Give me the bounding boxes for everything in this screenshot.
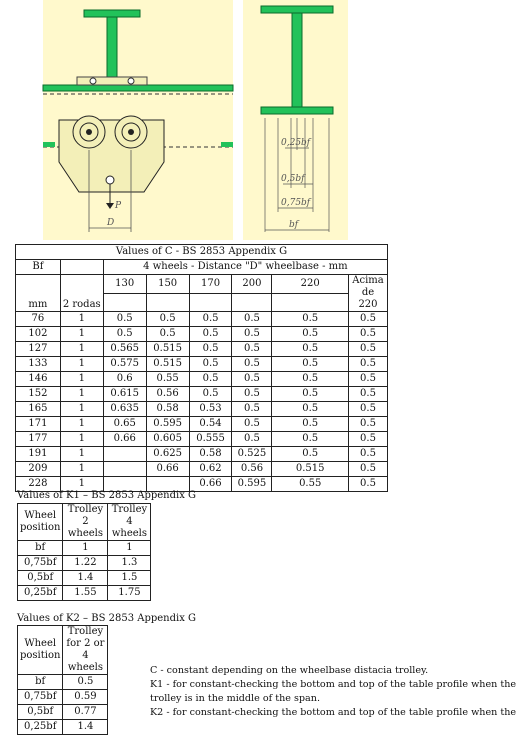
- table-cell: 0.5: [272, 357, 349, 372]
- table-cell: 0.6: [103, 372, 146, 387]
- table-cell: 0.5: [232, 402, 272, 417]
- table-cell: 0.635: [103, 402, 146, 417]
- table-cell: 0.5: [272, 432, 349, 447]
- table-cell: 1: [60, 357, 103, 372]
- table-cell: 0.5: [348, 387, 387, 402]
- note-line: C - constant depending on the wheelbase distacia trolley.: [150, 665, 429, 676]
- table-cell: 0.5: [272, 447, 349, 462]
- table-cell: 0.5: [348, 462, 387, 477]
- table-cell: 0.5: [232, 387, 272, 402]
- table-cell: 0.65: [103, 417, 146, 432]
- table-cell: 0.515: [272, 462, 349, 477]
- load-label: P: [115, 201, 122, 211]
- table-row: [16, 342, 388, 357]
- table-cell: 191: [16, 447, 61, 462]
- table-cell: 0,75bf: [18, 690, 63, 705]
- table-cell: 0.595: [146, 417, 189, 432]
- three-quarter-bf-label: 0,75bf: [281, 198, 311, 208]
- table-cell: 209: [16, 462, 61, 477]
- table-cell: 0.5: [232, 312, 272, 327]
- table-cell: 152: [16, 387, 61, 402]
- table-cell: 0.5: [189, 342, 232, 357]
- table-row: [16, 372, 388, 387]
- table-cell: 0.5: [103, 327, 146, 342]
- table-cell: 0,25bf: [18, 586, 63, 601]
- k1-title: Values of K1 – BS 2853 Appendix G: [17, 490, 197, 501]
- table-cell: 0,5bf: [18, 705, 63, 720]
- distance-header: 220: [272, 275, 349, 294]
- k1-values-table: [17, 503, 151, 601]
- bf-label: bf: [289, 220, 299, 230]
- table-cell: 0.5: [272, 387, 349, 402]
- table-cell: 0.66: [103, 432, 146, 447]
- table-row: [16, 402, 388, 417]
- quarter-bf-label: 0,25bf: [281, 138, 311, 148]
- table-cell: 0.615: [103, 387, 146, 402]
- table-cell: 102: [16, 327, 61, 342]
- table-cell: 0.56: [232, 462, 272, 477]
- table-cell: 1.5: [108, 571, 151, 586]
- table-cell: 0.5: [272, 372, 349, 387]
- table-cell: 1: [60, 342, 103, 357]
- table-cell: 0.5: [189, 312, 232, 327]
- table-cell: 0.5: [146, 327, 189, 342]
- table-cell: 1: [60, 402, 103, 417]
- c-table-title: Values of C - BS 2853 Appendix G: [16, 245, 388, 260]
- k1-header: Trolley 4 wheels: [108, 504, 151, 541]
- table-cell: 0.5: [232, 372, 272, 387]
- table-cell: 0.555: [189, 432, 232, 447]
- table-cell: 228: [16, 477, 61, 492]
- table-cell: 0,5bf: [18, 571, 63, 586]
- table-row: [18, 571, 151, 586]
- table-cell: 1.4: [63, 571, 108, 586]
- distance-header: 130: [103, 275, 146, 294]
- table-cell: 1: [60, 477, 103, 492]
- table-row: [16, 432, 388, 447]
- table-cell: 0.515: [146, 342, 189, 357]
- bf-header: Bf: [16, 260, 61, 275]
- table-cell: 0.5: [232, 327, 272, 342]
- table-cell: 0.5: [232, 342, 272, 357]
- k1-header: Wheel position: [18, 504, 63, 541]
- table-cell: 0.5: [348, 432, 387, 447]
- table-row: [16, 312, 388, 327]
- distance-header: 170: [189, 275, 232, 294]
- trolley-figure: [43, 0, 233, 240]
- table-cell: 0.5: [348, 447, 387, 462]
- table-row: [18, 556, 151, 571]
- table-cell: 0.77: [63, 705, 108, 720]
- table-cell: 0.5: [272, 342, 349, 357]
- wheelbase-label: D: [107, 218, 115, 228]
- table-cell: 0.66: [146, 462, 189, 477]
- four-wheels-header: 4 wheels - Distance "D" wheelbase - mm: [103, 260, 387, 275]
- table-cell: 0.5: [348, 372, 387, 387]
- table-row: [16, 387, 388, 402]
- table-cell: 1.22: [63, 556, 108, 571]
- k2-header: Wheel position: [18, 626, 63, 675]
- table-row: [18, 675, 108, 690]
- table-cell: 0.5: [348, 357, 387, 372]
- table-cell: 1: [63, 541, 108, 556]
- table-cell: 1.3: [108, 556, 151, 571]
- table-cell: 1.75: [108, 586, 151, 601]
- table-cell: 0.5: [189, 387, 232, 402]
- table-cell: 146: [16, 372, 61, 387]
- table-cell: 0.575: [103, 357, 146, 372]
- table-cell: 165: [16, 402, 61, 417]
- beam-section-figure: [243, 0, 348, 240]
- table-cell: 1: [60, 327, 103, 342]
- table-cell: 0.58: [189, 447, 232, 462]
- table-row: [16, 462, 388, 477]
- table-cell: 0,75bf: [18, 556, 63, 571]
- two-wheels-header: 2 rodas: [60, 275, 103, 312]
- table-cell: 127: [16, 342, 61, 357]
- table-cell: 0.5: [348, 402, 387, 417]
- table-cell: 1: [60, 432, 103, 447]
- table-cell: 0.55: [272, 477, 349, 492]
- table-cell: 0.5: [272, 312, 349, 327]
- table-cell: 0.5: [189, 372, 232, 387]
- table-cell: 0.62: [189, 462, 232, 477]
- c-values-table: [15, 244, 388, 492]
- k1-header: Trolley 2 wheels: [63, 504, 108, 541]
- table-cell: 1: [60, 417, 103, 432]
- k2-title: Values of K2 – BS 2853 Appendix G: [17, 613, 197, 624]
- table-row: [16, 447, 388, 462]
- table-cell: 0.54: [189, 417, 232, 432]
- table-cell: 76: [16, 312, 61, 327]
- notes: [150, 664, 516, 720]
- table-cell: [103, 447, 146, 462]
- half-bf-label: 0,5bf: [281, 174, 305, 184]
- table-cell: 177: [16, 432, 61, 447]
- distance-header: Acima de 220: [348, 275, 387, 312]
- table-row: [16, 327, 388, 342]
- table-cell: 0.5: [272, 417, 349, 432]
- table-cell: 1: [60, 372, 103, 387]
- table-cell: 0.5: [348, 477, 387, 492]
- table-cell: 0.5: [232, 432, 272, 447]
- table-cell: 0.5: [103, 312, 146, 327]
- table-cell: bf: [18, 675, 63, 690]
- table-row: [18, 586, 151, 601]
- table-cell: 1: [60, 387, 103, 402]
- table-cell: 1: [108, 541, 151, 556]
- table-cell: 0.5: [189, 357, 232, 372]
- distance-header: 150: [146, 275, 189, 294]
- table-cell: [103, 462, 146, 477]
- table-cell: 0.59: [63, 690, 108, 705]
- note-line: trolley is in the middle of the span.: [150, 693, 320, 704]
- table-cell: 133: [16, 357, 61, 372]
- table-cell: 1: [60, 462, 103, 477]
- bf-unit: mm: [16, 275, 61, 312]
- table-cell: 0.625: [146, 447, 189, 462]
- note-line: K1 - for constant-checking the bottom and top of the table profile when the: [150, 679, 516, 690]
- table-cell: 0.58: [146, 402, 189, 417]
- table-cell: 0.515: [146, 357, 189, 372]
- table-row: [16, 357, 388, 372]
- table-cell: 1.55: [63, 586, 108, 601]
- table-cell: 0.5: [272, 402, 349, 417]
- table-row: [18, 541, 151, 556]
- table-cell: 0.53: [189, 402, 232, 417]
- table-cell: 0.5: [63, 675, 108, 690]
- table-cell: 171: [16, 417, 61, 432]
- table-cell: 0.5: [232, 417, 272, 432]
- table-row: [16, 417, 388, 432]
- table-cell: 0.565: [103, 342, 146, 357]
- note-line: K2 - for constant-checking the bottom and top of the table profile when the: [150, 707, 516, 718]
- table-cell: 0.595: [232, 477, 272, 492]
- table-cell: 0.5: [146, 312, 189, 327]
- table-cell: bf: [18, 541, 63, 556]
- table-cell: 0.56: [146, 387, 189, 402]
- table-cell: 0.605: [146, 432, 189, 447]
- table-cell: 0.5: [232, 357, 272, 372]
- table-cell: 0.5: [348, 417, 387, 432]
- table-cell: 0.5: [189, 327, 232, 342]
- k2-header: Trolley for 2 or 4 wheels: [63, 626, 108, 675]
- table-cell: 0.55: [146, 372, 189, 387]
- table-cell: 0.5: [348, 327, 387, 342]
- table-cell: 1.4: [63, 720, 108, 735]
- table-cell: 0.525: [232, 447, 272, 462]
- table-cell: 0.66: [189, 477, 232, 492]
- k2-values-table: [17, 625, 108, 735]
- table-cell: 1: [60, 447, 103, 462]
- table-row: [18, 690, 108, 705]
- table-cell: 0.5: [272, 327, 349, 342]
- table-cell: 0.5: [348, 312, 387, 327]
- table-row: [18, 720, 108, 735]
- distance-header: 200: [232, 275, 272, 294]
- table-cell: 1: [60, 312, 103, 327]
- table-cell: 0.5: [348, 342, 387, 357]
- table-cell: 0,25bf: [18, 720, 63, 735]
- table-row: [18, 705, 108, 720]
